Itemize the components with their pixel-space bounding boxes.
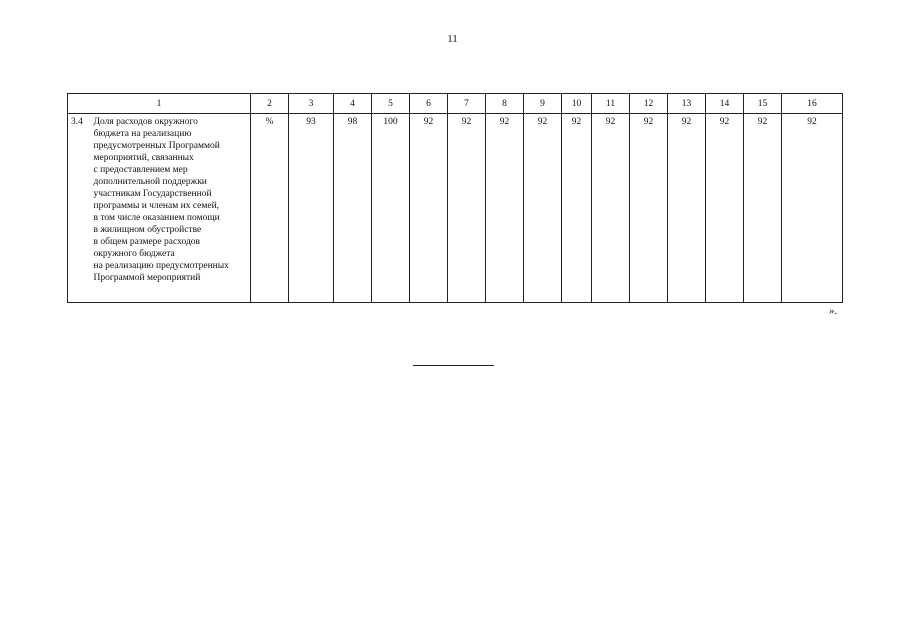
column-header: 10 [562,94,592,114]
table-row [68,114,843,303]
indicator-table [67,93,843,303]
table-cell: 98 [334,114,372,303]
table-cell: 92 [524,114,562,303]
column-header: 15 [744,94,782,114]
table-cell: 92 [782,114,843,303]
column-header: 7 [448,94,486,114]
table-cell: 92 [744,114,782,303]
column-header: 6 [410,94,448,114]
table-header-row [68,94,843,114]
table-cell: 92 [448,114,486,303]
table-cell: 92 [410,114,448,303]
column-header: 3 [289,94,334,114]
end-of-document-line [413,365,494,366]
row-unit: % [251,114,289,303]
table-cell: 92 [668,114,706,303]
column-header: 12 [630,94,668,114]
column-header: 16 [782,94,843,114]
column-header: 14 [706,94,744,114]
column-header: 11 [592,94,630,114]
closing-quote-mark: ». [829,305,838,317]
table-cell: 92 [486,114,524,303]
row-number: 3.4 [68,114,92,303]
page-number: 11 [447,33,458,45]
column-header: 5 [372,94,410,114]
column-header: 9 [524,94,562,114]
column-header: 2 [251,94,289,114]
column-header: 4 [334,94,372,114]
table-cell: 92 [562,114,592,303]
column-header: 8 [486,94,524,114]
table-cell: 93 [289,114,334,303]
table-cell: 92 [706,114,744,303]
table-cell: 92 [630,114,668,303]
table-cell: 100 [372,114,410,303]
column-header: 13 [668,94,706,114]
row-description: Доля расходов окружного бюджета на реализацию предусмотренных Программой мероприятий, связанных с предоставлением мер дополнительной поддержки участникам Государственной программы и членам их семей, в том числе оказанием помощи в жилищном обустройстве в общем размере расходов окружного бюджета на реализацию предусмотренных Программой мероприятий [92,114,251,303]
table-cell: 92 [592,114,630,303]
column-header: 1 [68,94,251,114]
